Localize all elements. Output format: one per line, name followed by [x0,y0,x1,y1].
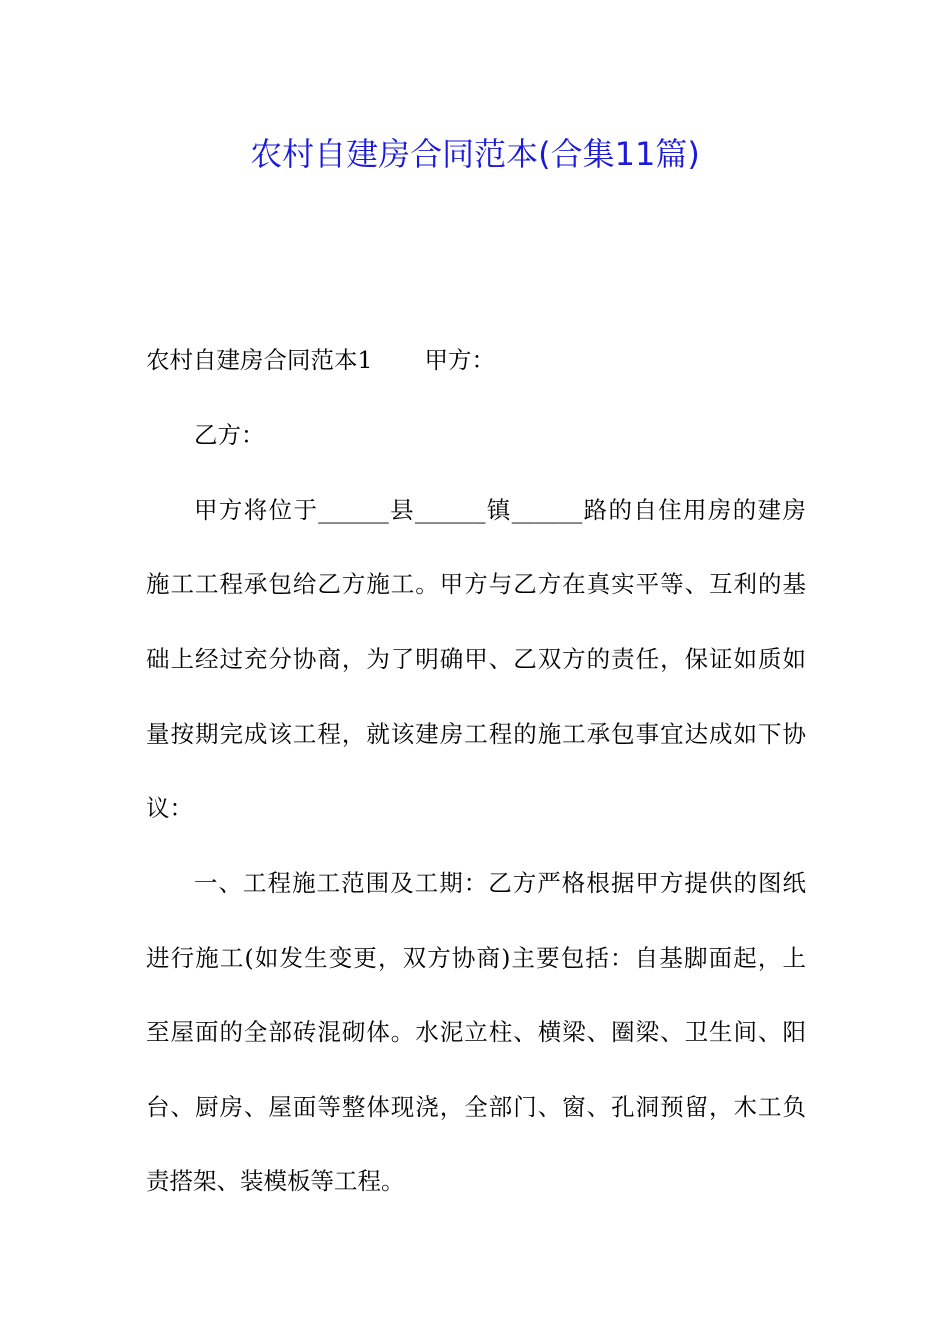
paragraph-1-line: 甲方将位于______县______镇______路的自住用房的建房 [194,496,806,524]
party-b-label: 乙方： [194,421,265,449]
section-heading-line [146,344,495,376]
paragraph-1-line: 施工工程承包给乙方施工。甲方与乙方在真实平等、互利的基 [146,570,806,598]
paragraph-1-line: 础上经过充分协商，为了明确甲、乙双方的责任，保证如质如 [146,645,806,673]
document-title: 农村自建房合同范本(合集11篇) [250,135,700,173]
paragraph-2-line: 一、工程施工范围及工期：乙方严格根据甲方提供的图纸 [194,869,806,897]
section-title: 农村自建房合同范本1 [146,346,373,374]
party-a-label: 甲方： [424,346,495,374]
paragraph-2-line: 进行施工(如发生变更，双方协商)主要包括：自基脚面起，上 [146,944,806,972]
paragraph-2-line: 责搭架、装模板等工程。 [146,1167,405,1195]
paragraph-1-line: 议： [146,794,193,822]
paragraph-2-line: 台、厨房、屋面等整体现浇，全部门、窗、孔洞预留，木工负 [146,1093,806,1121]
paragraph-2-line: 至屋面的全部砖混砌体。水泥立柱、横梁、圈梁、卫生间、阳 [146,1018,806,1046]
paragraph-1-line: 量按期完成该工程，就该建房工程的施工承包事宜达成如下协 [146,720,806,748]
